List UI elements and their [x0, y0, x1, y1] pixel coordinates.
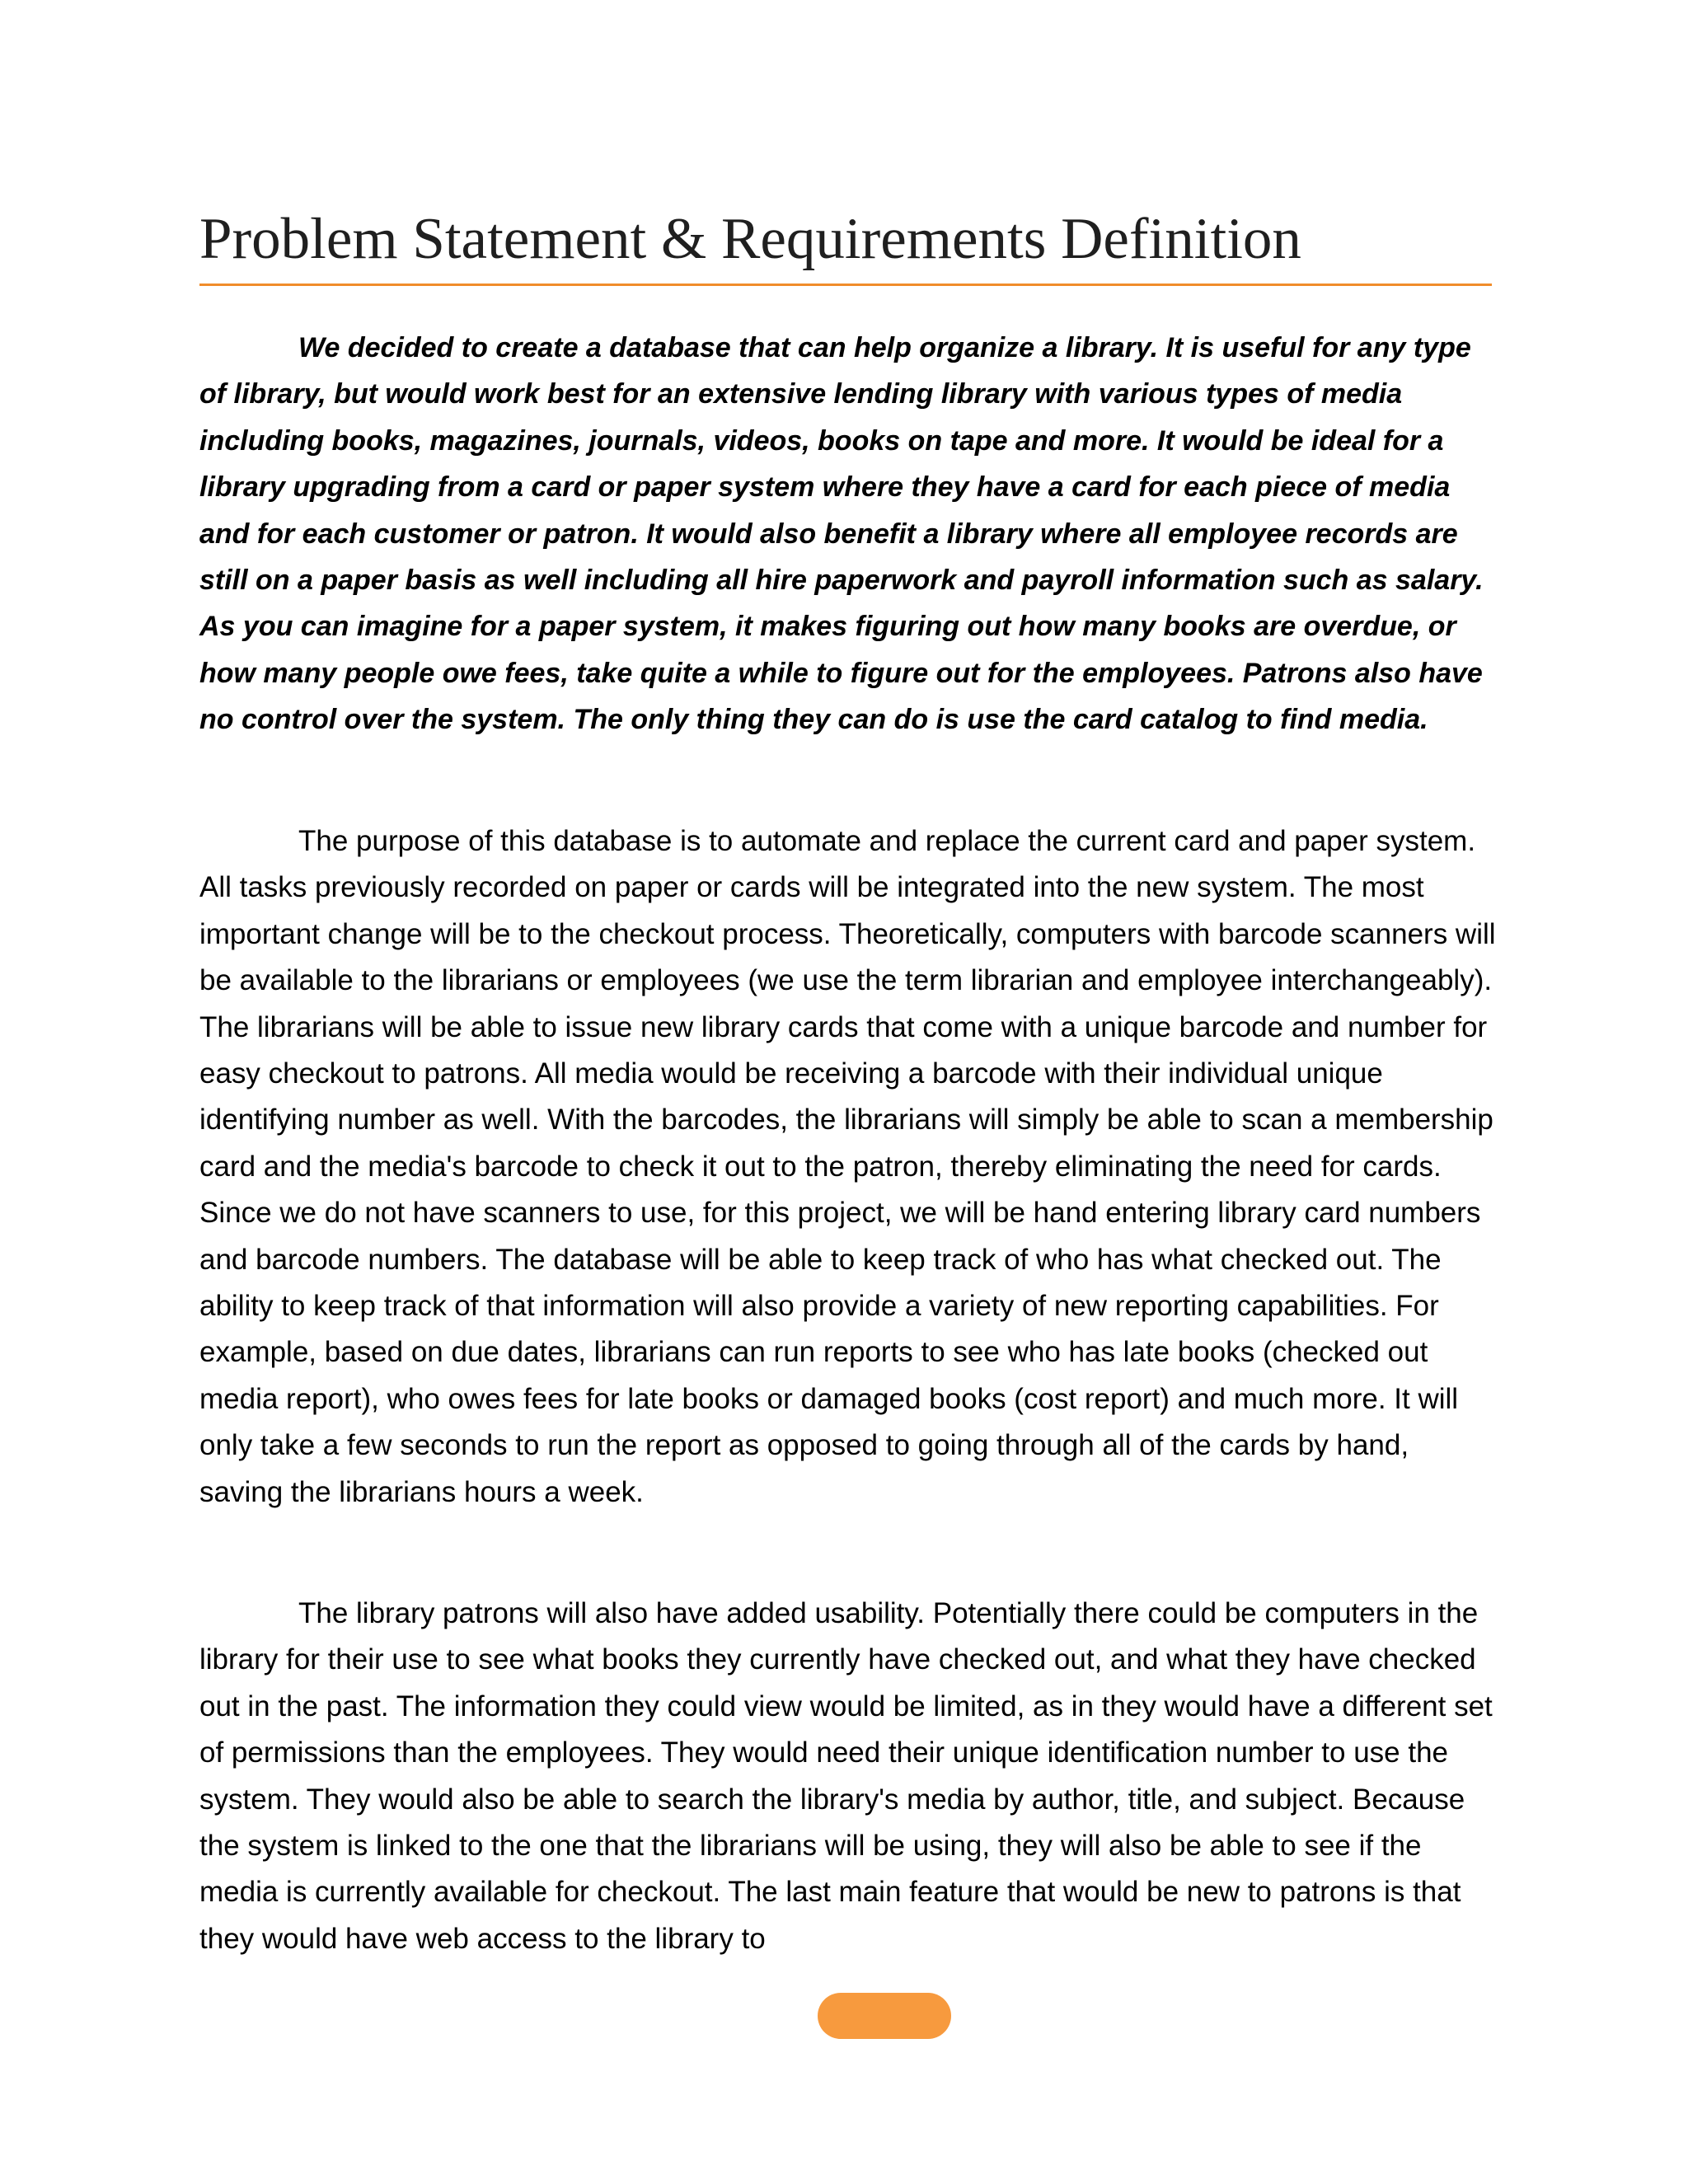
page-number-badge [818, 1993, 951, 2039]
intro-paragraph: We decided to create a database that can help organize a library. It is useful for any type of library, but would work best for an extensive lending library with various types of media including books, magazines, journals, videos, books on tape and more. It would be ideal for a library upgrading from a card or paper system where they have a card for each piece of media and for each customer or patron. It would also benefit a library where all employee records are still on a paper basis as well including all hire paperwork and payroll information such as salary. As you can imagine for a paper system, it makes figuring out how many books are overdue, or how many people owe fees, take quite a while to figure out for the employees. Patrons also have no control over the system. The only thing they can do is use the card catalog to find media. [199, 332, 1484, 736]
purpose-paragraph: The purpose of this database is to automate and replace the current card and paper system. All tasks previously recorded on paper or cards will be integrated into the new system. The most important change will be to the checkout process. Theoretically, computers with barcode scanners will be available to the librarians or employees (we use the term librarian and employee interchangeably). The librarians will be able to issue new library cards that come with a unique barcode and number for easy checkout to patrons. All media would be receiving a barcode with their individual unique identifying number as well. With the barcodes, the librarians will simply be able to scan a membership card and the media's barcode to check it out to the patron, thereby eliminating the need for cards. Since we do not have scanners to use, for this project, we will be hand entering library card numbers and barcode numbers. The database will be able to keep track of who has what checked out. The ability to keep track of that information will also provide a variety of new reporting capabilities. For example, based on due dates, librarians can run reports to see who has late books (checked out media report), who owes fees for late books or damaged books (cost report) and much more. It will only take a few seconds to run the report as opposed to going through all of the cards by hand, saving the librarians hours a week. [199, 825, 1496, 1508]
title-underline [199, 284, 1492, 286]
patrons-paragraph: The library patrons will also have added usability. Potentially there could be computers in the library for their use to see what books they currently have checked out, and what they have checked out in the past. The information they could view would be limited, as in they would have a different set of permissions than the employees. They would need their unique identification number to use the system. They would also be able to search the library's media by author, title, and subject. Because the system is linked to the one that the librarians will be using, they will also be able to see if the media is currently available for checkout. The last main feature that would be new to patrons is that they would have web access to the library to [199, 1597, 1493, 1955]
page-title: Problem Statement & Requirements Definition [199, 207, 1301, 271]
